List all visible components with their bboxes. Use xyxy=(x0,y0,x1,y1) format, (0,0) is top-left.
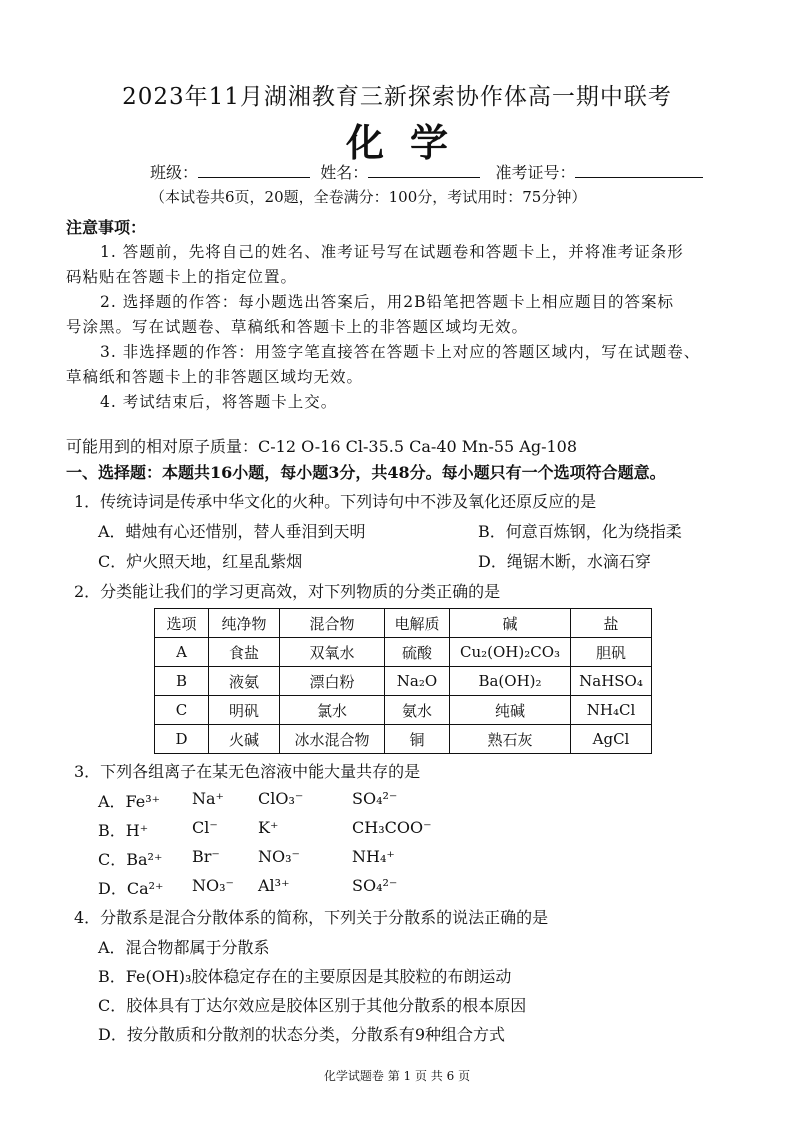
q4-option-b: B．Fe(OH)₃胶体稳定存在的主要原因是其胶粒的布朗运动 xyxy=(98,967,512,986)
q3-option-d-ion-1: D．Ca²⁺ xyxy=(98,879,164,898)
table-cell: NH₄Cl xyxy=(571,696,652,725)
table-cell: 胆矾 xyxy=(571,638,652,667)
q3-option-d-ion-3: Al³⁺ xyxy=(258,876,290,895)
q3-option-a-ion-4: SO₄²⁻ xyxy=(352,789,398,808)
notice-line-7: 4. 考试结束后，将答题卡上交。 xyxy=(100,393,338,411)
q4-option-c: C．胶体具有丁达尔效应是胶体区别于其他分散系的根本原因 xyxy=(98,996,527,1015)
table-row xyxy=(155,696,652,725)
table-cell: 纯碱 xyxy=(450,696,571,725)
table-header-row xyxy=(155,609,652,638)
table-row xyxy=(155,667,652,696)
question-1-stem: 1．传统诗词是传承中华文化的火种。下列诗句中不涉及氧化还原反应的是 xyxy=(74,492,597,511)
notice-line-3: 2. 选择题的作答：每小题选出答案后，用2B铅笔把答题卡上相应题目的答案标 xyxy=(100,293,674,311)
table-cell: 火碱 xyxy=(209,725,280,754)
name-blank[interactable] xyxy=(368,163,480,178)
table-cell: 双氧水 xyxy=(280,638,385,667)
q3-option-c-ion-3: NO₃⁻ xyxy=(258,847,300,866)
name-label: 姓名： xyxy=(320,163,369,182)
table-cell: AgCl xyxy=(571,725,652,754)
notice-line-1: 1. 答题前，先将自己的姓名、准考证号写在试题卷和答题卡上，并将准考证条形 xyxy=(100,243,684,261)
q3-option-b-ion-3: K⁺ xyxy=(258,818,279,837)
question-3-stem: 3．下列各组离子在某无色溶液中能大量共存的是 xyxy=(74,762,421,781)
q3-option-a-ion-1: A．Fe³⁺ xyxy=(98,792,161,811)
table-cell: C xyxy=(155,696,209,725)
table-row xyxy=(155,725,652,754)
table-header-cell: 选项 xyxy=(155,609,209,638)
table-cell: NaHSO₄ xyxy=(571,667,652,696)
q3-option-d-ion-4: SO₄²⁻ xyxy=(352,876,398,895)
table-header-cell: 混合物 xyxy=(280,609,385,638)
question-2-stem: 2．分类能让我们的学习更高效，对下列物质的分类正确的是 xyxy=(74,582,501,601)
table-cell: 漂白粉 xyxy=(280,667,385,696)
table-header-cell: 盐 xyxy=(571,609,652,638)
student-info-row xyxy=(150,160,703,183)
table-row xyxy=(155,638,652,667)
table-header-cell: 电解质 xyxy=(385,609,450,638)
q3-option-b-ion-2: Cl⁻ xyxy=(192,818,218,837)
table-header-cell: 纯净物 xyxy=(209,609,280,638)
q3-option-c-ion-1: C．Ba²⁺ xyxy=(98,850,163,869)
table-cell: 铜 xyxy=(385,725,450,754)
q3-option-a-ion-3: ClO₃⁻ xyxy=(258,789,304,808)
exam-info: （本试卷共6页，20题，全卷满分：100分，考试用时：75分钟） xyxy=(150,188,587,206)
notice-heading: 注意事项： xyxy=(66,218,147,237)
exam-no-label: 准考证号： xyxy=(495,163,576,182)
q1-option-d: D．绳锯木断，水滴石穿 xyxy=(478,552,651,571)
table-cell: D xyxy=(155,725,209,754)
table-cell: Na₂O xyxy=(385,667,450,696)
q1-option-a: A．蜡烛有心还惜别，替人垂泪到天明 xyxy=(98,522,366,541)
q1-option-b: B．何意百炼钢，化为绕指柔 xyxy=(478,522,682,541)
table-cell: 熟石灰 xyxy=(450,725,571,754)
subject-title: 化学 xyxy=(345,120,474,165)
class-label: 班级： xyxy=(150,163,199,182)
table-cell: 硫酸 xyxy=(385,638,450,667)
atomic-masses: 可能用到的相对原子质量：C-12 O-16 Cl-35.5 Ca-40 Mn-55 Ag-108 xyxy=(66,437,578,456)
table-header-cell: 碱 xyxy=(450,609,571,638)
class-blank[interactable] xyxy=(198,163,310,178)
exam-title: 2023年11月湖湘教育三新探索协作体高一期中联考 xyxy=(122,84,672,110)
table-cell: B xyxy=(155,667,209,696)
table-cell: Ba(OH)₂ xyxy=(450,667,571,696)
classification-table xyxy=(154,608,652,754)
q4-option-d: D．按分散质和分散剂的状态分类，分散系有9种组合方式 xyxy=(98,1025,506,1044)
table-cell: 冰水混合物 xyxy=(280,725,385,754)
q3-option-b-ion-1: B．H⁺ xyxy=(98,821,149,840)
exam-no-blank[interactable] xyxy=(575,163,703,178)
q3-option-d-ion-2: NO₃⁻ xyxy=(192,876,234,895)
page-footer: 化学试题卷 第 1 页 共 6 页 xyxy=(323,1069,471,1083)
table-cell: 液氨 xyxy=(209,667,280,696)
notice-line-5: 3. 非选择题的作答：用签字笔直接答在答题卡上对应的答题区域内，写在试题卷、 xyxy=(100,343,701,361)
table-cell: Cu₂(OH)₂CO₃ xyxy=(450,638,571,667)
q3-option-c-ion-2: Br⁻ xyxy=(192,847,220,866)
table-cell: 食盐 xyxy=(209,638,280,667)
q1-option-c: C．炉火照天地，红星乱紫烟 xyxy=(98,552,303,571)
section-heading: 一、选择题：本题共16小题，每小题3分，共48分。每小题只有一个选项符合题意。 xyxy=(66,463,666,482)
q3-option-a-ion-2: Na⁺ xyxy=(192,789,224,808)
question-4-stem: 4．分散系是混合分散体系的简称，下列关于分散系的说法正确的是 xyxy=(74,908,549,927)
notice-line-6: 草稿纸和答题卡上的非答题区域均无效。 xyxy=(66,368,364,386)
q4-option-a: A．混合物都属于分散系 xyxy=(98,938,270,957)
table-cell: A xyxy=(155,638,209,667)
q3-option-c-ion-4: NH₄⁺ xyxy=(352,847,395,866)
notice-line-4: 号涂黑。写在试题卷、草稿纸和答题卡上的非答题区域均无效。 xyxy=(66,318,529,336)
table-cell: 明矾 xyxy=(209,696,280,725)
table-cell: 氨水 xyxy=(385,696,450,725)
table-cell: 氯水 xyxy=(280,696,385,725)
q3-option-b-ion-4: CH₃COO⁻ xyxy=(352,818,432,837)
notice-line-2: 码粘贴在答题卡上的指定位置。 xyxy=(66,268,298,286)
